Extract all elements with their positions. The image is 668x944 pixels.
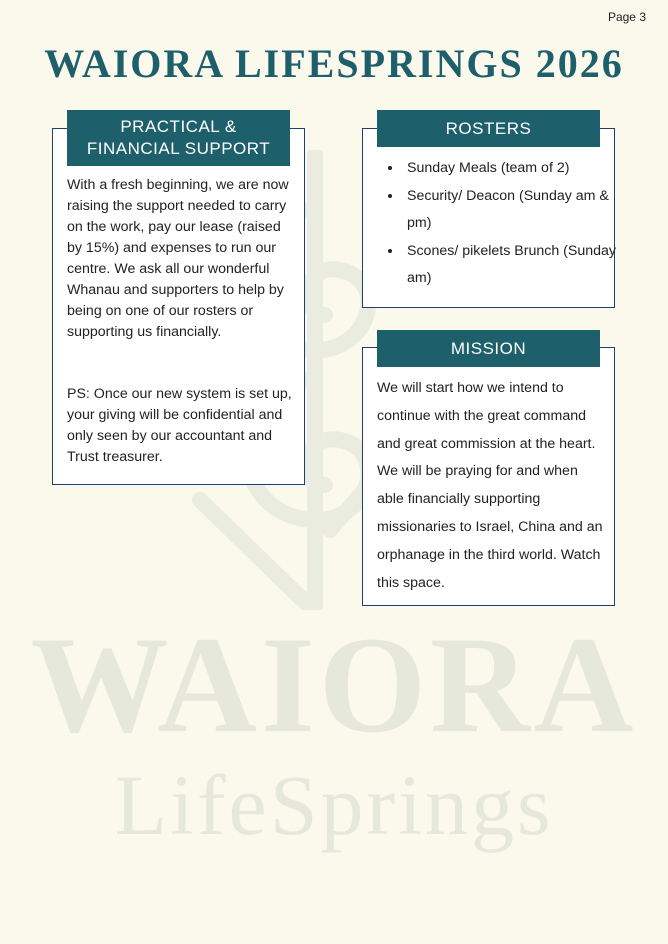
rosters-heading: ROSTERS <box>377 110 600 147</box>
roster-item: • Scones/ pikelets Brunch (Sunday am) <box>403 238 618 293</box>
practical-heading-line2: FINANCIAL SUPPORT <box>86 139 271 158</box>
mission-text: We will start how we intend to continue with the great command and great commission at the heart. We will be praying for and when able financially supporting missionaries to Israel, China and an orphanage in the third world. Watch this space. <box>377 380 603 591</box>
watermark-lifesprings: LifeSprings <box>114 757 554 853</box>
page-title: WAIORA LIFESPRINGS 2026 <box>44 41 624 86</box>
practical-heading-line1: PRACTICAL & <box>120 117 237 136</box>
page-number: Page 3 <box>607 10 646 24</box>
roster-item: • Security/ Deacon (Sunday am & pm) <box>403 183 618 238</box>
watermark-waiora: WAIORA <box>30 608 638 761</box>
practical-paragraph-1: With a fresh beginning, we are now raising the support needed to carry on the work, pay our lease (raised by 15%) and expenses to run our centre. We ask all our wonderful Whanau and supporters to help by being on one of our rosters or supporting us financially. <box>67 177 289 340</box>
practical-paragraph-2: PS: Once our new system is set up, your giving will be confidential and only seen by our accountant and Trust treasurer. <box>67 386 292 465</box>
rosters-list <box>385 155 618 293</box>
mission-heading: MISSION <box>377 330 600 367</box>
roster-item: • Sunday Meals (team of 2) <box>403 155 618 183</box>
practical-support-heading <box>67 110 290 166</box>
